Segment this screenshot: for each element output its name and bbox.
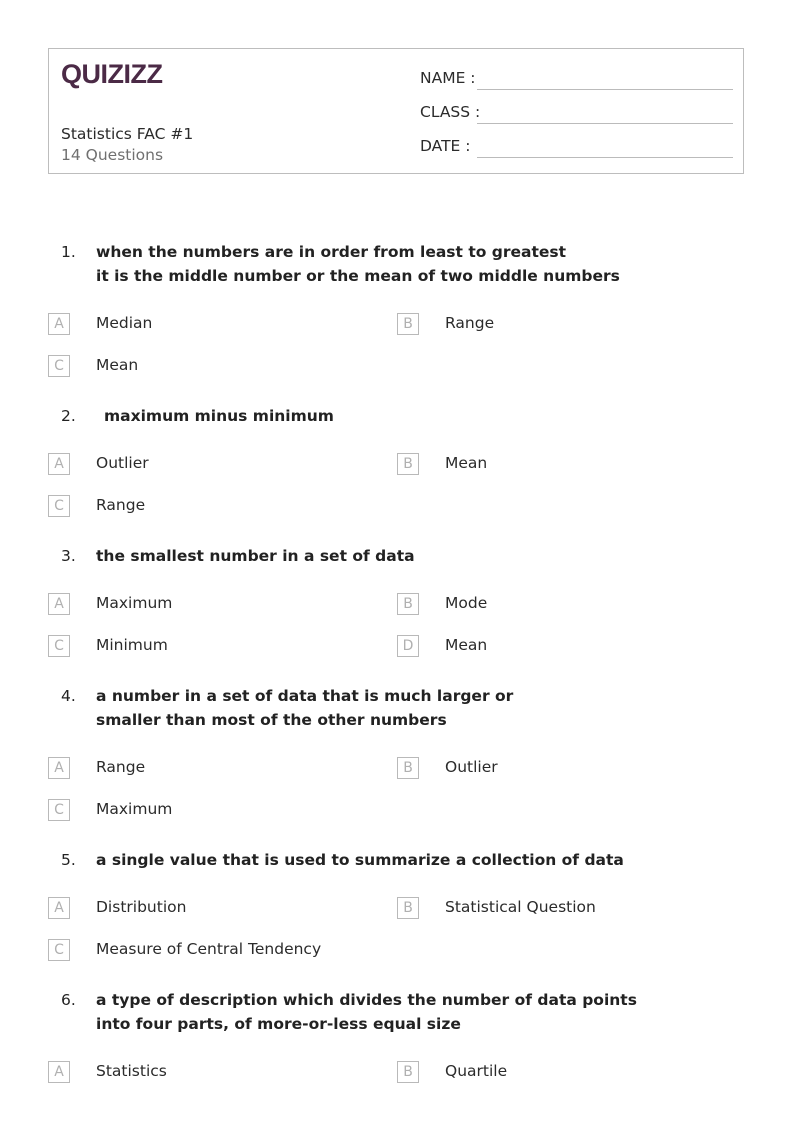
option-text: Minimum [96, 636, 168, 654]
option-text: Distribution [96, 898, 187, 916]
option-text: Statistical Question [445, 898, 596, 916]
option-letter-box: A [48, 897, 70, 919]
option-letter-box: C [48, 355, 70, 377]
question-text [96, 848, 624, 872]
question-line: the smallest number in a set of data [96, 547, 415, 565]
option-letter-box: B [397, 593, 419, 615]
option-text: Statistics [96, 1062, 167, 1080]
option-text: Outlier [445, 758, 498, 776]
option-letter-box: A [48, 453, 70, 475]
option-letter-box: C [48, 939, 70, 961]
question-line: a single value that is used to summarize a collection of data [96, 851, 624, 869]
option-letter-box: A [48, 1061, 70, 1083]
question-number: 5. [61, 851, 76, 869]
question-line: it is the middle number or the mean of two middle numbers [96, 267, 620, 285]
option-text: Mean [445, 636, 488, 654]
option-text: Range [96, 496, 146, 514]
option-text: Range [96, 758, 146, 776]
option-text: Outlier [96, 454, 149, 472]
question-text [96, 240, 620, 288]
name-label: NAME : [420, 69, 476, 87]
date-line[interactable] [477, 157, 733, 158]
question-text [96, 988, 637, 1036]
question-number: 1. [61, 243, 76, 261]
option-letter-box: B [397, 453, 419, 475]
option-letter-box: B [397, 313, 419, 335]
option-text: Measure of Central Tendency [96, 940, 322, 958]
option-text: Mode [445, 594, 488, 612]
question-line: into four parts, of more-or-less equal size [96, 1015, 461, 1033]
worksheet-title: Statistics FAC #1 [61, 125, 194, 143]
option-text: Mean [96, 356, 139, 374]
question-text [96, 684, 513, 732]
option-letter-box: A [48, 593, 70, 615]
class-label: CLASS : [420, 103, 481, 121]
option-letter-box: C [48, 635, 70, 657]
option-letter-box: B [397, 757, 419, 779]
question-number: 6. [61, 991, 76, 1009]
option-letter-box: A [48, 757, 70, 779]
question-text [104, 404, 334, 428]
question-text [96, 544, 415, 568]
question-line: when the numbers are in order from least to greatest [96, 243, 567, 261]
option-text: Maximum [96, 800, 173, 818]
option-text: Mean [445, 454, 488, 472]
option-letter-box: A [48, 313, 70, 335]
option-letter-box: D [397, 635, 419, 657]
date-label: DATE : [420, 137, 471, 155]
option-letter-box: B [397, 1061, 419, 1083]
question-number: 4. [61, 687, 76, 705]
option-text: Maximum [96, 594, 173, 612]
option-text: Quartile [445, 1062, 508, 1080]
worksheet-header [48, 48, 744, 174]
question-line: a number in a set of data that is much larger or [96, 687, 514, 705]
quizizz-logo: QUIZIZZ [61, 59, 163, 89]
option-letter-box: C [48, 799, 70, 821]
question-line: a type of description which divides the number of data points [96, 991, 637, 1009]
question-line: maximum minus minimum [104, 407, 334, 425]
option-text: Median [96, 314, 153, 332]
question-count: 14 Questions [61, 146, 164, 164]
option-letter-box: C [48, 495, 70, 517]
option-letter-box: B [397, 897, 419, 919]
question-number: 3. [61, 547, 76, 565]
question-line: smaller than most of the other numbers [96, 711, 447, 729]
name-line[interactable] [477, 89, 733, 90]
class-line[interactable] [477, 123, 733, 124]
option-text: Range [445, 314, 495, 332]
question-number: 2. [61, 407, 76, 425]
